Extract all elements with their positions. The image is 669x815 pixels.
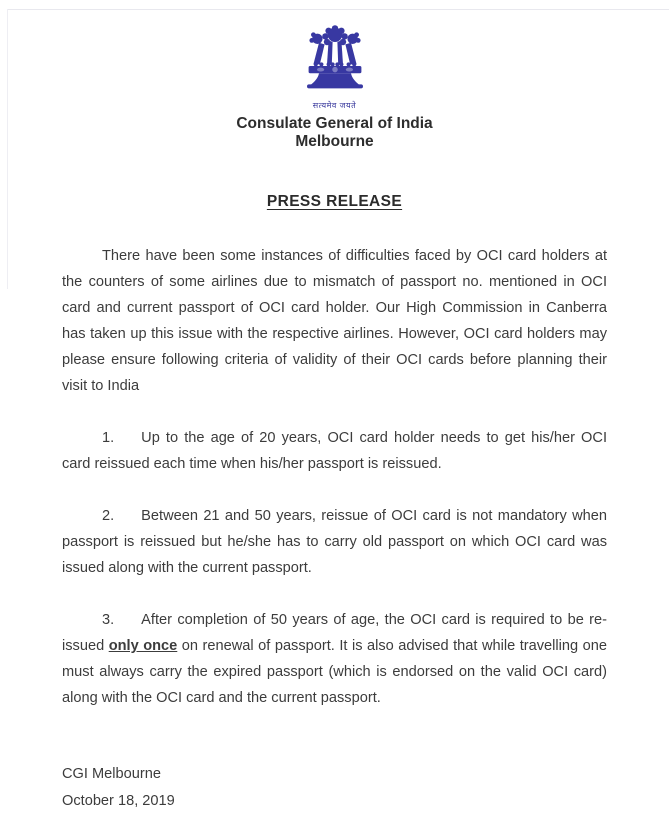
signature-org: CGI Melbourne xyxy=(62,766,161,782)
document-title: PRESS RELEASE xyxy=(266,193,403,210)
document-header xyxy=(0,0,669,151)
org-city: Melbourne xyxy=(295,133,374,150)
signature-block xyxy=(62,761,607,815)
item-text: Between 21 and 50 years, reissue of OCI card is not mandatory when passport is reissued but he/she has to carry old passport on which OCI card was issued along with the current passport. xyxy=(62,508,607,576)
scan-edge-left xyxy=(7,9,8,289)
item-text: After completion of 50 years of age, the OCI card is required to be re-issued xyxy=(62,612,607,654)
emblem-of-india-icon xyxy=(287,16,383,100)
item-number: 3. xyxy=(102,612,115,628)
list-item-1 xyxy=(62,425,607,477)
item-number: 2. xyxy=(102,508,115,524)
intro-paragraph: There have been some instances of difficulties faced by OCI card holders at the counters of some airlines due to mismatch of passport no. mentioned in OCI card and current passport of OCI card holder. Our High Commission in Canberra has taken up this issue with the respective airlines. However, OCI card holders may please ensure following criteria of validity of their OCI cards before planning their visit to India xyxy=(62,248,607,394)
item-text-emphasis: only once xyxy=(108,638,178,654)
signature-date: October 18, 2019 xyxy=(62,793,175,809)
org-name: Consulate General of India xyxy=(236,115,433,132)
list-item-3 xyxy=(62,607,607,711)
item-text: on renewal of passport. It is also advised that while travelling one must always carry the expired passport (which is endorsed on the valid OCI card) along with the OCI card and the current passport. xyxy=(62,638,607,706)
scan-edge-top xyxy=(7,9,669,10)
item-text: Up to the age of 20 years, OCI card holder needs to get his/her OCI card reissued each time when his/her passport is reissued. xyxy=(62,430,607,472)
list-item-2 xyxy=(62,503,607,581)
item-number: 1. xyxy=(102,430,115,446)
document-body xyxy=(0,243,669,815)
emblem-motto: सत्यमेव जयते xyxy=(312,101,357,110)
